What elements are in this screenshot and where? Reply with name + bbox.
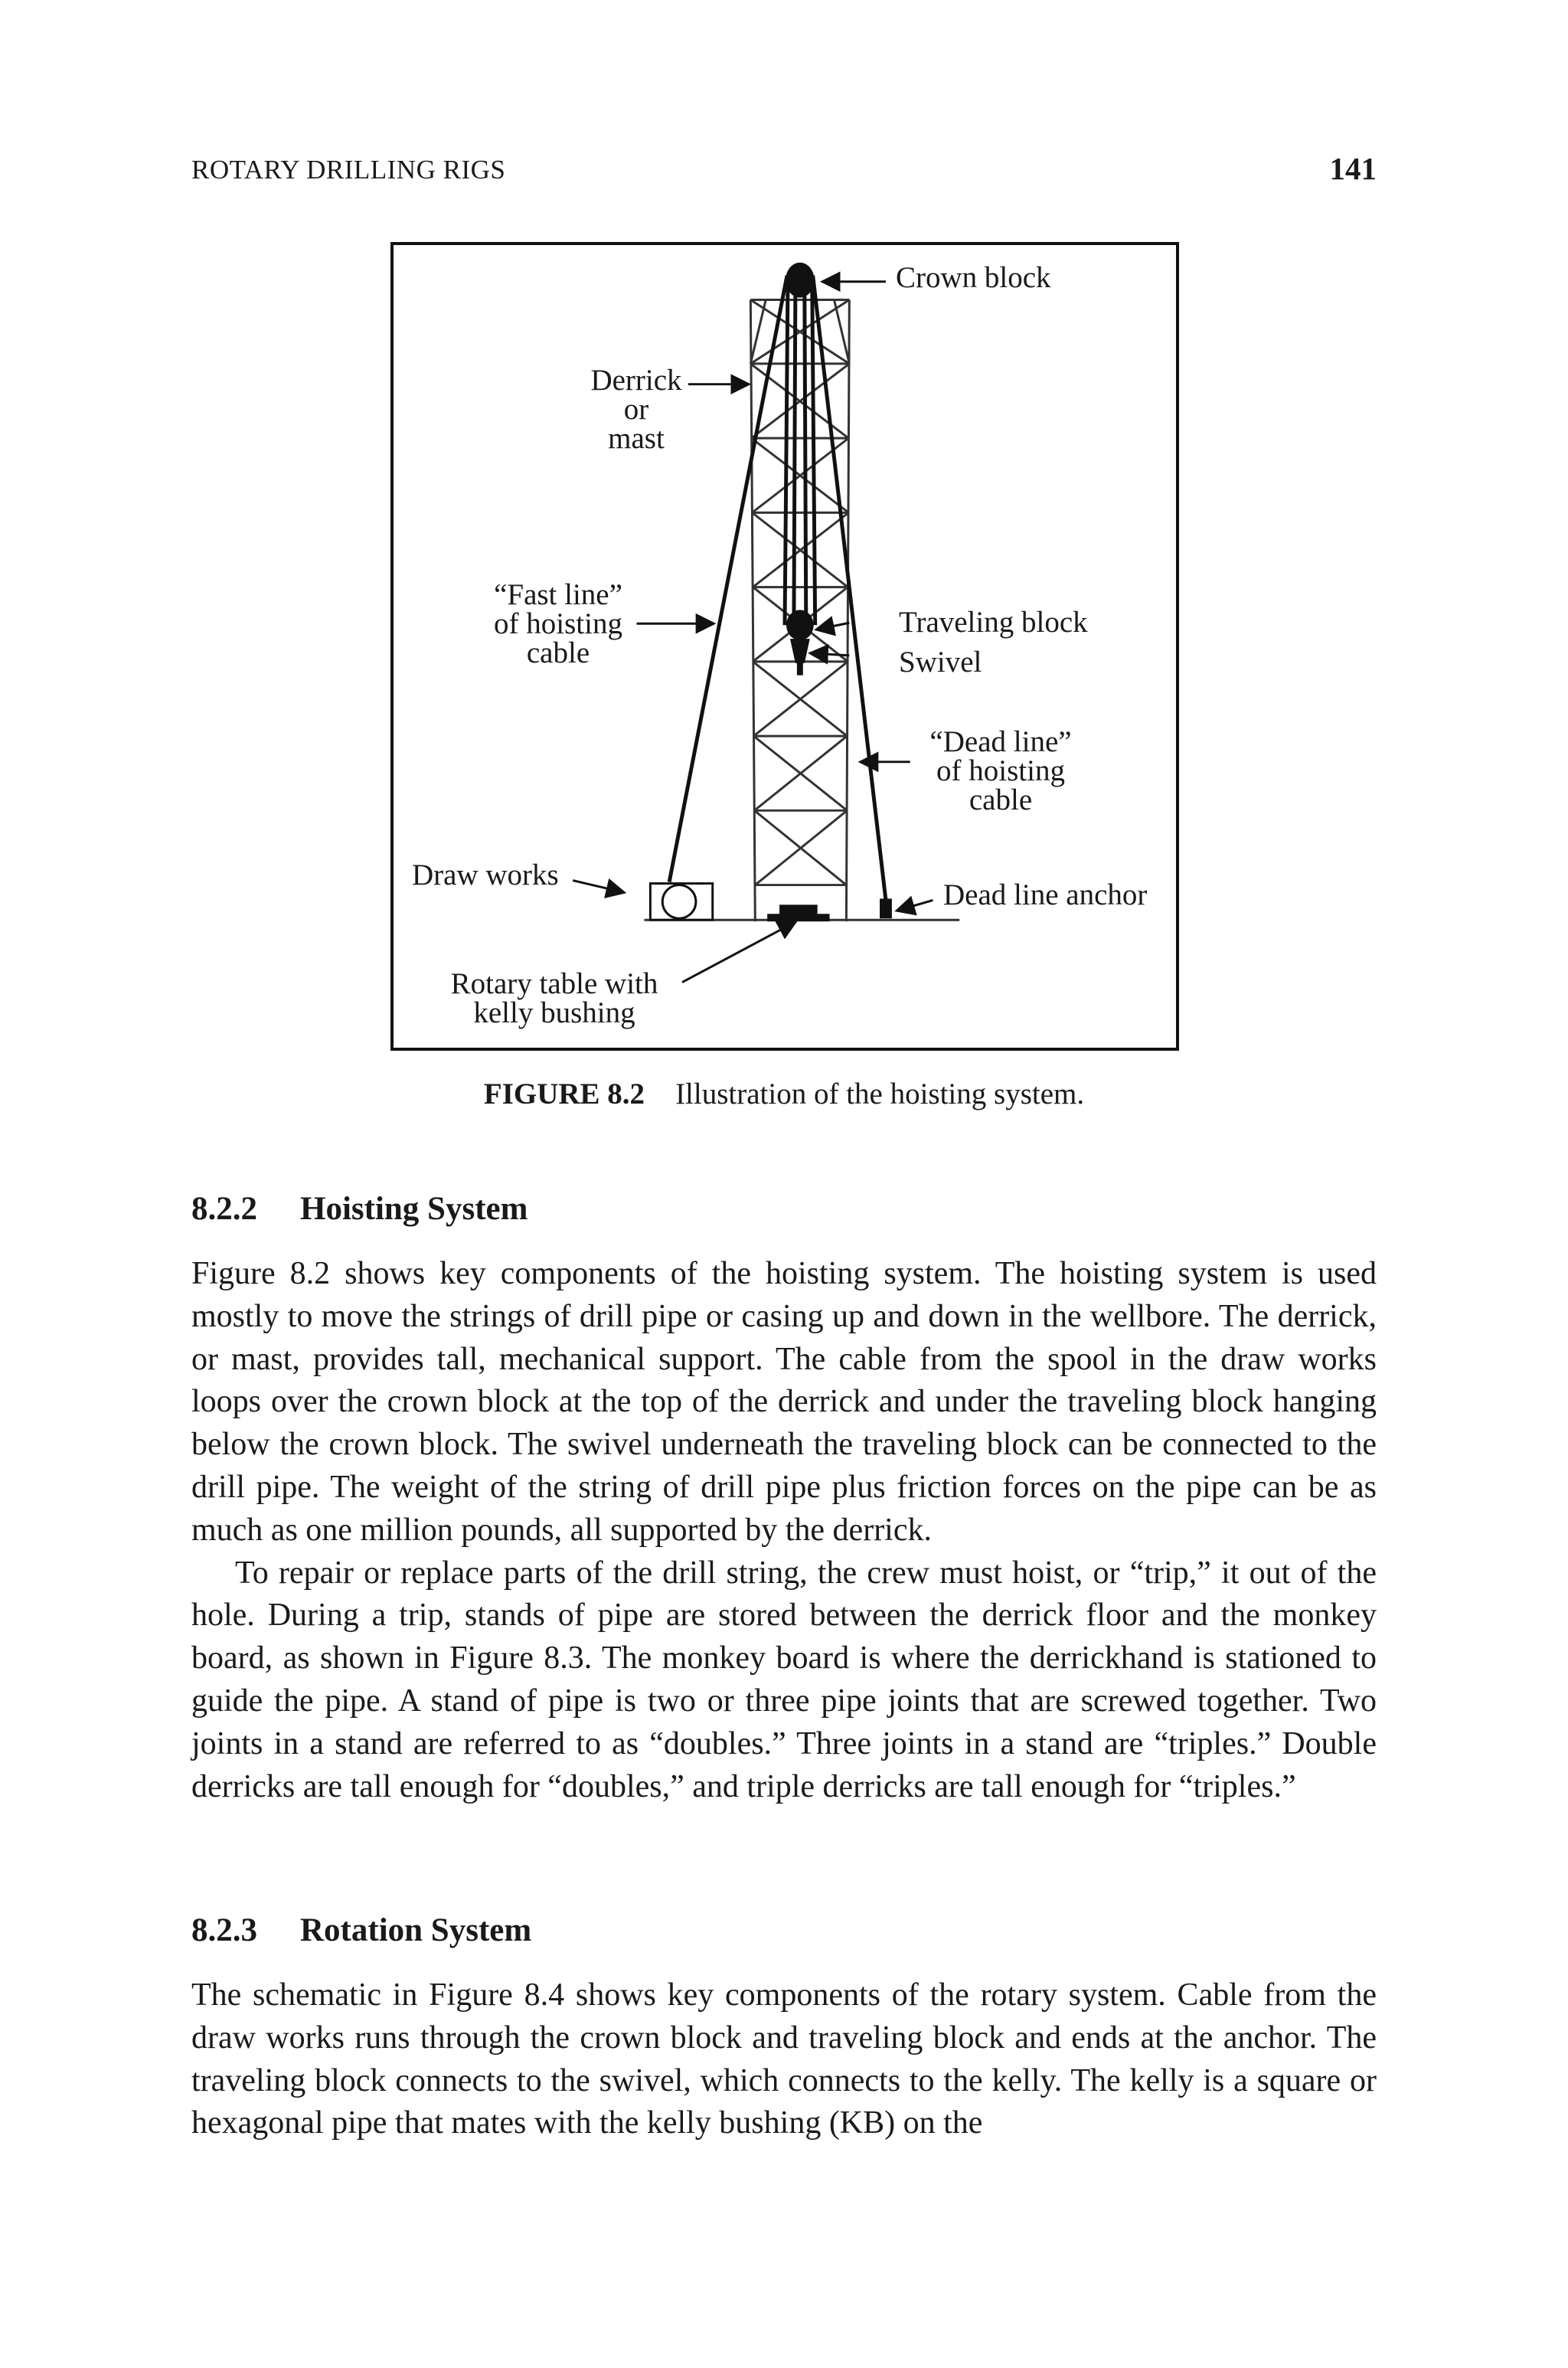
section-title: Hoisting System — [300, 1191, 528, 1227]
label-crown-block: Crown block — [896, 261, 1051, 294]
figure-caption — [191, 1077, 1377, 1111]
label-derrick-or-mast: Derrick or mast — [590, 364, 682, 455]
section-body-hoisting — [191, 1253, 1377, 1808]
rotary-table-shape — [767, 904, 829, 921]
label-swivel: Swivel — [899, 646, 982, 679]
swivel-shape — [790, 639, 810, 663]
crown-block-shape — [786, 263, 815, 298]
label-dead-line-anchor: Dead line anchor — [943, 878, 1148, 911]
figure-caption-text: Illustration of the hoisting system. — [675, 1078, 1085, 1110]
section-body-rotation — [191, 1974, 1377, 2145]
draw-works-shape — [650, 884, 712, 921]
label-draw-works: Draw works — [412, 859, 559, 891]
running-title: ROTARY DRILLING RIGS — [191, 155, 506, 185]
figure-hoisting-system — [390, 242, 1179, 1051]
figure-caption-label: FIGURE 8.2 — [483, 1078, 645, 1110]
label-dead-line: “Dead line” of hoisting cable — [929, 725, 1072, 816]
paragraph: The schematic in Figure 8.4 shows key components of the rotary system. Cable from the draw works runs through the crown block and traveling block and ends at the anchor. The traveling block connects to the swivel, which connects to the kelly. The kelly is a square or hexagonal pipe that mates with the kelly bushing (KB) on the — [191, 1977, 1377, 2141]
paragraph: Figure 8.2 shows key components of the hoisting system. The hoisting system is used mostly to move the strings of drill pipe or casing up and down in the wellbore. The derrick, or mast, provides tall, mechanical support. The cable from the spool in the draw works loops over the crown block at the top of the derrick and under the traveling block hanging below the crown block. The swivel underneath the traveling block can be connected to the drill pipe. The weight of the string of drill pipe plus friction forces on the pipe can be as much as one million pounds, all supported by the derrick. — [191, 1256, 1377, 1548]
section-heading-hoisting — [191, 1190, 528, 1228]
section-number: 8.2.3 — [191, 1912, 257, 1948]
section-heading-rotation — [191, 1912, 531, 1949]
section-number: 8.2.2 — [191, 1191, 257, 1227]
paragraph: To repair or replace parts of the drill string, the crew must hoist, or “trip,” it out of the hole. During a trip, stands of pipe are stored between the derrick floor and the monkey board, as shown in Figure 8.3. The monkey board is where the derrickhand is stationed to guide the pipe. A stand of pipe is two or three pipe joints that are screwed together. Two joints in a stand are referred to as “doubles.” Three joints in a stand are “triples.” Double derricks are tall enough for “doubles,” and triple derricks are tall enough for “triples.” — [191, 1555, 1377, 1804]
section-title: Rotation System — [300, 1912, 532, 1948]
label-fast-line: “Fast line” of hoisting cable — [494, 578, 622, 669]
page-number: 141 — [1329, 151, 1377, 186]
dead-line-anchor-shape — [880, 898, 892, 918]
label-rotary-table: Rotary table with kelly bushing — [450, 967, 658, 1029]
traveling-block-shape — [786, 610, 814, 640]
running-head — [191, 150, 1377, 193]
label-traveling-block: Traveling block — [899, 606, 1088, 639]
